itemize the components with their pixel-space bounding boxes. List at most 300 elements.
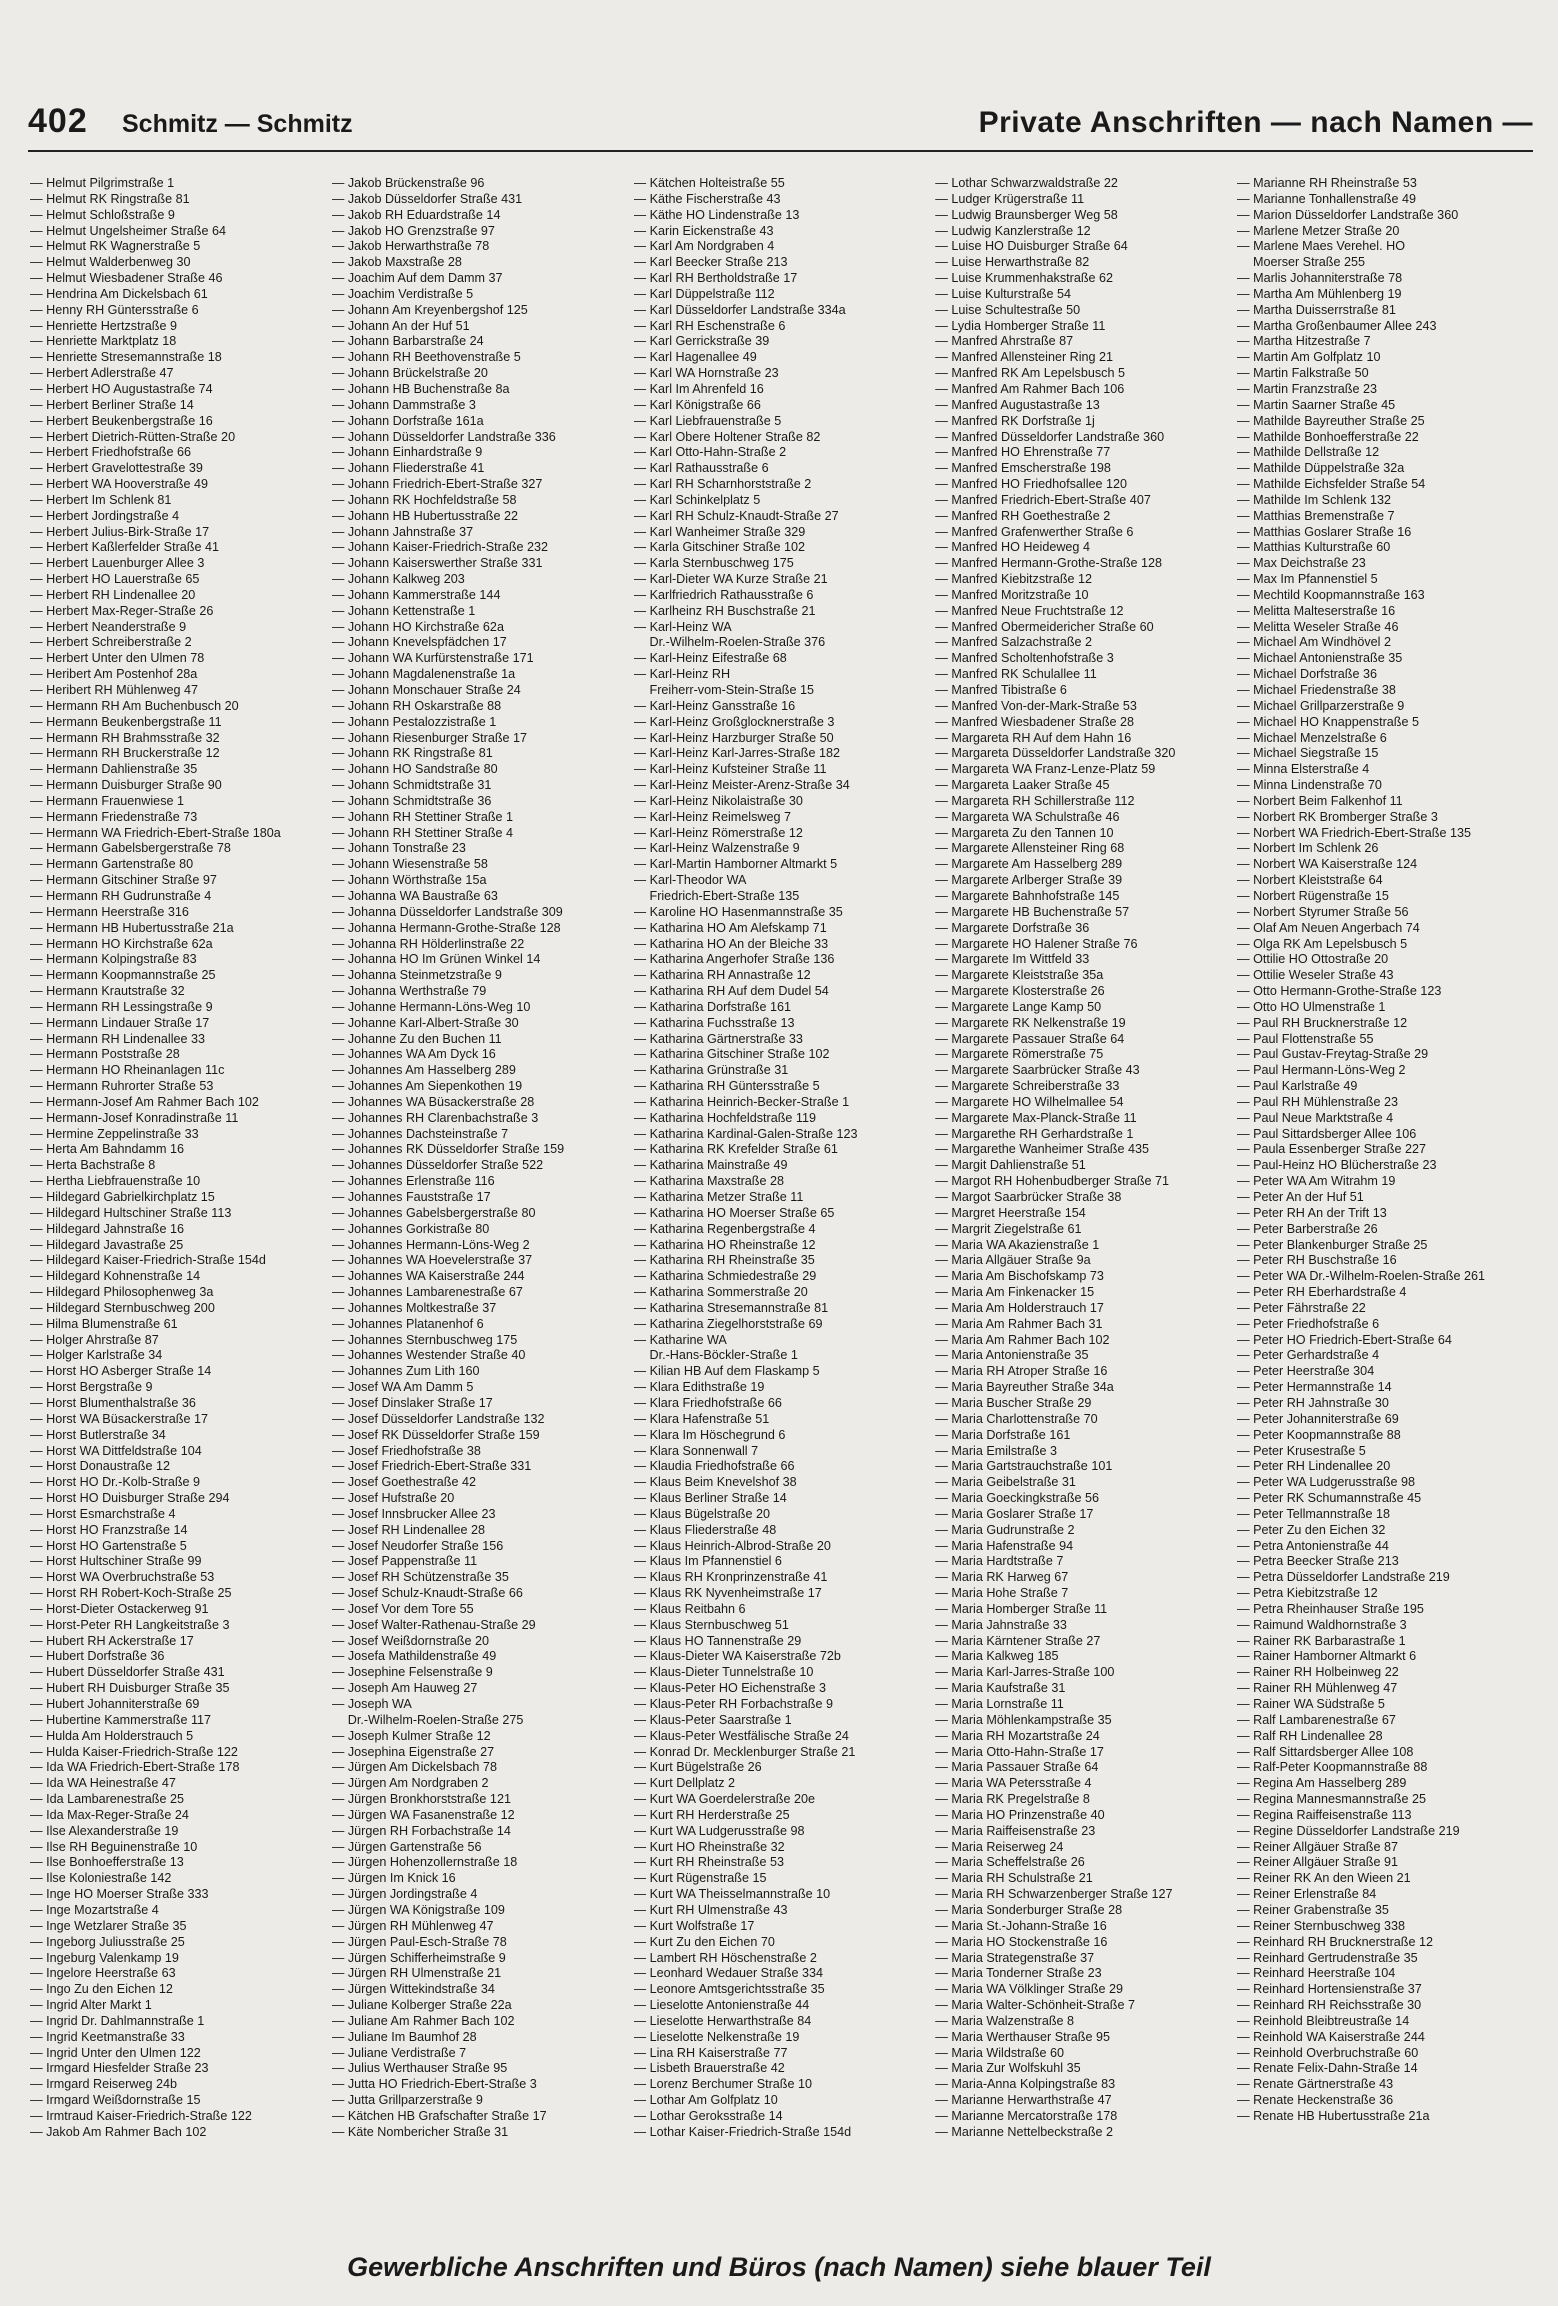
directory-entry: — Reiner Sternbuschweg 338 [1237,1919,1535,1935]
directory-entry: — Klara Edithstraße 19 [634,1380,932,1396]
directory-entry: — Margareta Laaker Straße 45 [935,778,1233,794]
directory-entry: — Jürgen Hohenzollernstraße 18 [332,1855,630,1871]
directory-entry: — Karl Am Nordgraben 4 [634,239,932,255]
directory-entry: — Manfred Allensteiner Ring 21 [935,350,1233,366]
directory-entry: — Minna Lindenstraße 70 [1237,778,1535,794]
directory-entry: — Manfred Emscherstraße 198 [935,461,1233,477]
directory-entry: — Josef RH Schützenstraße 35 [332,1570,630,1586]
directory-entry: — Maria Emilstraße 3 [935,1444,1233,1460]
directory-entry: — Johannes Gorkistraße 80 [332,1222,630,1238]
directory-entry: — Kurt RH Ulmenstraße 43 [634,1903,932,1919]
directory-entry: — Manfred RK Schulallee 11 [935,667,1233,683]
directory-entry: — Reinhard RH Reichsstraße 30 [1237,1998,1535,2014]
directory-entry: — Johanna Steinmetzstraße 9 [332,968,630,984]
directory-entry: — Johann An der Huf 51 [332,319,630,335]
directory-entry: — Ilse RH Beguinenstraße 10 [30,1840,328,1856]
directory-entry: Freiherr-vom-Stein-Straße 15 [649,683,814,697]
directory-entry: — Johannes Fauststraße 17 [332,1190,630,1206]
directory-entry: — Johannes Dachsteinstraße 7 [332,1127,630,1143]
directory-entry: — Herta Am Bahndamm 16 [30,1142,328,1158]
directory-entry: — Margarete Bahnhofstraße 145 [935,889,1233,905]
directory-entry: — Lambert RH Höschenstraße 2 [634,1951,932,1967]
directory-entry: — Johann Monschauer Straße 24 [332,683,630,699]
directory-entry: — Ida Lambarenestraße 25 [30,1792,328,1808]
directory-entry: — Kilian HB Auf dem Flaskamp 5 [634,1364,932,1380]
directory-entry: — Horst RH Robert-Koch-Straße 25 [30,1586,328,1602]
directory-entry: — Hildegard Philosophenweg 3a [30,1285,328,1301]
directory-entry: — Peter Barberstraße 26 [1237,1222,1535,1238]
directory-entry: — Margareta WA Franz-Lenze-Platz 59 [935,762,1233,778]
directory-entry: — Katharina Maxstraße 28 [634,1174,932,1190]
directory-entry: — Hermann Beukenbergstraße 11 [30,715,328,731]
directory-entry: — Johanna WA Baustraße 63 [332,889,630,905]
directory-entry: — Lieselotte Nelkenstraße 19 [634,2030,932,2046]
directory-entry: — Regine Düsseldorfer Landstraße 219 [1237,1824,1535,1840]
directory-entry: — Hermann HO Kirchstraße 62a [30,937,328,953]
directory-entry: — Margarethe Wanheimer Straße 435 [935,1142,1233,1158]
directory-entry: — Johann Kammerstraße 144 [332,588,630,604]
directory-entry: — Maria Antonienstraße 35 [935,1348,1233,1364]
directory-entry: — Karl Beecker Straße 213 [634,255,932,271]
directory-entry: — Klaus-Peter HO Eichenstraße 3 [634,1681,932,1697]
directory-entry: — Margarete Schreiberstraße 33 [935,1079,1233,1095]
directory-entry: — Josef Hufstraße 20 [332,1491,630,1507]
directory-entry: — Johannes Am Hasselberg 289 [332,1063,630,1079]
directory-column-4 [935,176,1233,2216]
directory-entry: — Maria Am Rahmer Bach 31 [935,1317,1233,1333]
directory-entry: — Katharina Kardinal-Galen-Straße 123 [634,1127,932,1143]
directory-entry: — Hubert RH Duisburger Straße 35 [30,1681,328,1697]
directory-entry: — Reinhard Heerstraße 104 [1237,1966,1535,1982]
page-number: 402 [28,102,88,140]
directory-entry: — Katharina Heinrich-Becker-Straße 1 [634,1095,932,1111]
directory-entry: — Maria Am Finkenacker 15 [935,1285,1233,1301]
directory-entry: — Maria WA Petersstraße 4 [935,1776,1233,1792]
directory-entry: — Katharina Metzer Straße 11 [634,1190,932,1206]
running-head: Schmitz — Schmitz [122,110,353,138]
directory-entry: — Josef Goethestraße 42 [332,1475,630,1491]
directory-entry: — Johann RH Stettiner Straße 1 [332,810,630,826]
directory-entry: — Jutta HO Friedrich-Ebert-Straße 3 [332,2077,630,2093]
directory-entry: — Jutta Grillparzerstraße 9 [332,2093,630,2109]
directory-entry: — Hubert RH Ackerstraße 17 [30,1634,328,1650]
directory-entry: — Ingrid Unter den Ulmen 122 [30,2046,328,2062]
directory-entry: — Manfred HO Friedhofsallee 120 [935,477,1233,493]
directory-entry: — Katharina Hochfeldstraße 119 [634,1111,932,1127]
directory-entry: — Klaus Bügelstraße 20 [634,1507,932,1523]
directory-entry: — Peter RH Jahnstraße 30 [1237,1396,1535,1412]
directory-entry: — Maria Am Holderstrauch 17 [935,1301,1233,1317]
directory-entry: — Herbert Adlerstraße 47 [30,366,328,382]
directory-entry: — Karl Düsseldorfer Landstraße 334a [634,303,932,319]
directory-entry: — Ingrid Dr. Dahlmannstraße 1 [30,2014,328,2030]
directory-entry: — Margarete HO Wilhelmallee 54 [935,1095,1233,1111]
directory-entry: — Martin Saarner Straße 45 [1237,398,1535,414]
directory-entry: — Paul Karlstraße 49 [1237,1079,1535,1095]
directory-entry: — Hildegard Gabrielkirchplatz 15 [30,1190,328,1206]
directory-entry: — Maria Homberger Straße 11 [935,1602,1233,1618]
directory-entry: — Michael Antonienstraße 35 [1237,651,1535,667]
directory-entry: — Juliane Im Baumhof 28 [332,2030,630,2046]
directory-entry: — Ilse Alexanderstraße 19 [30,1824,328,1840]
directory-entry: — Horst Butlerstraße 34 [30,1428,328,1444]
directory-entry: — Marianne Nettelbeckstraße 2 [935,2125,1233,2141]
directory-entry: — Petra Antonienstraße 44 [1237,1539,1535,1555]
directory-entry: — Katharine WA [634,1333,932,1349]
directory-entry: — Marianne Herwarthstraße 47 [935,2093,1233,2109]
directory-entry: — Horst WA Dittfeldstraße 104 [30,1444,328,1460]
directory-entry: — Katharina Fuchsstraße 13 [634,1016,932,1032]
directory-entry: — Melitta Weseler Straße 46 [1237,620,1535,636]
directory-entry: — Peter WA Am Witrahm 19 [1237,1174,1535,1190]
directory-entry: — Manfred Tibistraße 6 [935,683,1233,699]
directory-entry: — Hermann HB Hubertusstraße 21a [30,921,328,937]
directory-entry: — Ilse Bonhoefferstraße 13 [30,1855,328,1871]
directory-entry: — Horst-Dieter Ostackerweg 91 [30,1602,328,1618]
directory-entry: — Hulda Kaiser-Friedrich-Straße 122 [30,1745,328,1761]
directory-entry: — Karl-Heinz Römerstraße 12 [634,826,932,842]
directory-entry: — Maria RK Pregelstraße 8 [935,1792,1233,1808]
directory-entry: — Karl Hagenallee 49 [634,350,932,366]
directory-entry: — Johann Düsseldorfer Landstraße 336 [332,430,630,446]
directory-entry: — Horst WA Büsackerstraße 17 [30,1412,328,1428]
directory-entry: — Peter An der Huf 51 [1237,1190,1535,1206]
directory-entry: — Maria Walter-Schönheit-Straße 7 [935,1998,1233,2014]
directory-entry: — Johanne Zu den Buchen 11 [332,1032,630,1048]
directory-entry: — Hermann Ruhrorter Straße 53 [30,1079,328,1095]
directory-entry: — Jürgen Gartenstraße 56 [332,1840,630,1856]
directory-entry: — Jakob HO Grenzstraße 97 [332,224,630,240]
directory-entry: — Ralf-Peter Koopmannstraße 88 [1237,1760,1535,1776]
directory-entry: — Maria Am Bischofskamp 73 [935,1269,1233,1285]
directory-entry: — Marianne RH Rheinstraße 53 [1237,176,1535,192]
directory-entry: — Hildegard Hultschiner Straße 113 [30,1206,328,1222]
directory-entry: — Karl RH Scharnhorststraße 2 [634,477,932,493]
directory-entry: — Johanna RH Hölderlinstraße 22 [332,937,630,953]
directory-entry: — Melitta Malteserstraße 16 [1237,604,1535,620]
directory-entry: — Jürgen RH Forbachstraße 14 [332,1824,630,1840]
directory-entry: — Maria Lornstraße 11 [935,1697,1233,1713]
directory-entry: — Maria RH Mozartstraße 24 [935,1729,1233,1745]
directory-entry: — Max Im Pfannenstiel 5 [1237,572,1535,588]
directory-entry: — Käthe Fischerstraße 43 [634,192,932,208]
directory-entry: — Lothar Am Golfplatz 10 [634,2093,932,2109]
directory-entry: — Margarete Passauer Straße 64 [935,1032,1233,1048]
directory-entry: — Manfred HO Heideweg 4 [935,540,1233,556]
directory-entry: — Mathilde Dellstraße 12 [1237,445,1535,461]
directory-entry: — Reinhard RH Brucknerstraße 12 [1237,1935,1535,1951]
directory-entry: — Herbert Im Schlenk 81 [30,493,328,509]
directory-entry: — Jürgen WA Königstraße 109 [332,1903,630,1919]
directory-entry: — Hermann-Josef Konradinstraße 11 [30,1111,328,1127]
directory-entry: — Joachim Verdistraße 5 [332,287,630,303]
directory-entry: — Johann Fliederstraße 41 [332,461,630,477]
directory-entry: — Jakob RH Eduardstraße 14 [332,208,630,224]
directory-entry: — Ludger Krügerstraße 11 [935,192,1233,208]
directory-entry: — Josef RK Düsseldorfer Straße 159 [332,1428,630,1444]
directory-entry: — Manfred Salzachstraße 2 [935,635,1233,651]
directory-entry: — Margarete Römerstraße 75 [935,1047,1233,1063]
directory-entry: — Maria Zur Wolfskuhl 35 [935,2061,1233,2077]
directory-entry: — Maria RH Schwarzenberger Straße 127 [935,1887,1233,1903]
directory-entry: — Renate Felix-Dahn-Straße 14 [1237,2061,1535,2077]
directory-entry: — Norbert Styrumer Straße 56 [1237,905,1535,921]
directory-entry: — Johannes Düsseldorfer Straße 522 [332,1158,630,1174]
directory-entry: — Renate Gärtnerstraße 43 [1237,2077,1535,2093]
directory-entry: — Julius Werthauser Straße 95 [332,2061,630,2077]
directory-entry: — Peter Johanniterstraße 69 [1237,1412,1535,1428]
directory-entry: — Margarete Im Wittfeld 33 [935,952,1233,968]
directory-entry: — Heribert Am Postenhof 28a [30,667,328,683]
directory-entry: — Klaus Sternbuschweg 51 [634,1618,932,1634]
directory-entry: — Kurt HO Rheinstraße 32 [634,1840,932,1856]
directory-entry: — Katharina Angerhofer Straße 136 [634,952,932,968]
directory-entry: — Ingeborg Juliusstraße 25 [30,1935,328,1951]
directory-entry: — Marlene Maes Verehel. HO [1237,239,1535,255]
directory-entry: — Johann Tonstraße 23 [332,841,630,857]
directory-entry: — Maria Möhlenkampstraße 35 [935,1713,1233,1729]
directory-entry: — Reiner Erlenstraße 84 [1237,1887,1535,1903]
directory-entry: — Michael Am Windhövel 2 [1237,635,1535,651]
directory-entry: — Manfred RK Am Lepelsbusch 5 [935,366,1233,382]
directory-entry: — Johann Kaiserswerther Straße 331 [332,556,630,572]
directory-entry: — Jürgen Schifferheimstraße 9 [332,1951,630,1967]
directory-entry: — Maria Passauer Straße 64 [935,1760,1233,1776]
directory-entry: — Manfred Grafenwerther Straße 6 [935,525,1233,541]
directory-entry: — Reinhold WA Kaiserstraße 244 [1237,2030,1535,2046]
directory-entry: — Johann Dorfstraße 161a [332,414,630,430]
directory-entry: — Paul-Heinz HO Blücherstraße 23 [1237,1158,1535,1174]
directory-entry: — Maria Goslarer Straße 17 [935,1507,1233,1523]
directory-entry: — Katharina Gärtnerstraße 33 [634,1032,932,1048]
directory-entry: — Johann Friedrich-Ebert-Straße 327 [332,477,630,493]
directory-entry: — Horst HO Dr.-Kolb-Straße 9 [30,1475,328,1491]
directory-entry: — Jürgen Bronkhorststraße 121 [332,1792,630,1808]
directory-entry: — Luise HO Duisburger Straße 64 [935,239,1233,255]
directory-entry: — Johann Am Kreyenbergshof 125 [332,303,630,319]
directory-entry: — Peter WA Dr.-Wilhelm-Roelen-Straße 261 [1237,1269,1535,1285]
directory-entry: — Mathilde Bayreuther Straße 25 [1237,414,1535,430]
directory-entry: — Joseph Kulmer Straße 12 [332,1729,630,1745]
directory-entry: — Horst Esmarchstraße 4 [30,1507,328,1523]
directory-entry: — Mathilde Im Schlenk 132 [1237,493,1535,509]
directory-entry: — Juliane Am Rahmer Bach 102 [332,2014,630,2030]
directory-entry: — Margareta Düsseldorfer Landstraße 320 [935,746,1233,762]
directory-entry: — Maria Sonderburger Straße 28 [935,1903,1233,1919]
directory-entry: — Marlene Metzer Straße 20 [1237,224,1535,240]
directory-entry: — Jürgen Am Dickelsbach 78 [332,1760,630,1776]
directory-entry: — Ralf RH Lindenallee 28 [1237,1729,1535,1745]
directory-entry: — Karl-Heinz Meister-Arenz-Straße 34 [634,778,932,794]
directory-entry: — Johann Einhardstraße 9 [332,445,630,461]
directory-entry: — Maria Gartstrauchstraße 101 [935,1459,1233,1475]
directory-entry: — Kurt RH Herderstraße 25 [634,1808,932,1824]
directory-entry: — Inge HO Moerser Straße 333 [30,1887,328,1903]
directory-entry: — Kurt Zu den Eichen 70 [634,1935,932,1951]
directory-entry: — Karl Wanheimer Straße 329 [634,525,932,541]
directory-entry: — Maria Wildstraße 60 [935,2046,1233,2062]
directory-entry: — Josefa Mathildenstraße 49 [332,1649,630,1665]
directory-entry: — Maria St.-Johann-Straße 16 [935,1919,1233,1935]
directory-entry: — Michael HO Knappenstraße 5 [1237,715,1535,731]
directory-entry: — Peter Koopmannstraße 88 [1237,1428,1535,1444]
directory-entry: — Käte Nombericher Straße 31 [332,2125,630,2141]
directory-entry: — Kurt WA Goerdelerstraße 20e [634,1792,932,1808]
directory-entry: — Maria Allgäuer Straße 9a [935,1253,1233,1269]
directory-entry: — Karl RH Bertholdstraße 17 [634,271,932,287]
directory-entry: — Lothar Kaiser-Friedrich-Straße 154d [634,2125,932,2141]
directory-entry: — Maria Kalkweg 185 [935,1649,1233,1665]
directory-entry: — Juliane Kolberger Straße 22a [332,1998,630,2014]
directory-entry: — Maria-Anna Kolpingstraße 83 [935,2077,1233,2093]
directory-entry: — Katharina Regenbergstraße 4 [634,1222,932,1238]
directory-entry: — Konrad Dr. Mecklenburger Straße 21 [634,1745,932,1761]
directory-entry: — Karl RH Schulz-Knaudt-Straße 27 [634,509,932,525]
directory-entry: — Karl-Heinz RH [634,667,932,683]
directory-entry: — Ida WA Friedrich-Ebert-Straße 178 [30,1760,328,1776]
directory-entry: — Lothar Geroksstraße 14 [634,2109,932,2125]
directory-entry: — Kurt Dellplatz 2 [634,1776,932,1792]
directory-entry: — Maria Karl-Jarres-Straße 100 [935,1665,1233,1681]
directory-entry: — Jakob Maxstraße 28 [332,255,630,271]
directory-entry: — Johann Schmidtstraße 31 [332,778,630,794]
directory-entry: — Johann Jahnstraße 37 [332,525,630,541]
directory-entry: — Katharina Grünstraße 31 [634,1063,932,1079]
directory-entry: — Herbert HO Augustastraße 74 [30,382,328,398]
directory-entry: — Paul RH Brucknerstraße 12 [1237,1016,1535,1032]
directory-entry: — Josef Walter-Rathenau-Straße 29 [332,1618,630,1634]
directory-entry: — Klaus Im Pfannenstiel 6 [634,1554,932,1570]
directory-entry: — Minna Elsterstraße 4 [1237,762,1535,778]
directory-entry: — Hermann RH Gudrunstraße 4 [30,889,328,905]
directory-entry: — Katharina Dorfstraße 161 [634,1000,932,1016]
directory-entry: — Martha Großenbaumer Allee 243 [1237,319,1535,335]
directory-entry: — Reiner Allgäuer Straße 91 [1237,1855,1535,1871]
directory-entry: — Horst HO Gartenstraße 5 [30,1539,328,1555]
directory-entry: — Klaus RK Nyvenheimstraße 17 [634,1586,932,1602]
directory-entry: — Johannes Westender Straße 40 [332,1348,630,1364]
directory-entry: — Leonore Amtsgerichtsstraße 35 [634,1982,932,1998]
directory-entry: — Herbert HO Lauerstraße 65 [30,572,328,588]
directory-entry: — Katharina RH Güntersstraße 5 [634,1079,932,1095]
directory-entry: — Johann HO Kirchstraße 62a [332,620,630,636]
directory-entry: — Henny RH Güntersstraße 6 [30,303,328,319]
directory-entry: — Ludwig Kanzlerstraße 12 [935,224,1233,240]
directory-entry: — Margarete RK Nelkenstraße 19 [935,1016,1233,1032]
directory-entry: — Michael Dorfstraße 36 [1237,667,1535,683]
directory-entry: — Maria Hohe Straße 7 [935,1586,1233,1602]
directory-entry: — Reiner RK An den Wieen 21 [1237,1871,1535,1887]
directory-entry: — Katharina Stresemannstraße 81 [634,1301,932,1317]
directory-entry: — Herbert Jordingstraße 4 [30,509,328,525]
directory-entry: — Hildegard Sternbuschweg 200 [30,1301,328,1317]
directory-entry: — Hermann RH Lindenallee 33 [30,1032,328,1048]
directory-entry: — Maria Kärntener Straße 27 [935,1634,1233,1650]
directory-entry: — Reinhold Overbruchstraße 60 [1237,2046,1535,2062]
directory-entry: — Josef Innsbrucker Allee 23 [332,1507,630,1523]
directory-entry: — Katharina RH Annastraße 12 [634,968,932,984]
directory-entry: — Marlis Johanniterstraße 78 [1237,271,1535,287]
directory-entry: — Johannes WA Kaiserstraße 244 [332,1269,630,1285]
directory-entry: — Norbert Im Schlenk 26 [1237,841,1535,857]
directory-entry: — Hermann RH Brahmsstraße 32 [30,731,328,747]
directory-entry: — Henriette Marktplatz 18 [30,334,328,350]
directory-entry: — Johann HB Buchenstraße 8a [332,382,630,398]
directory-entry: — Irmgard Reiserweg 24b [30,2077,328,2093]
directory-entry: — Martha Am Mühlenberg 19 [1237,287,1535,303]
directory-entry: — Johann Magdalenenstraße 1a [332,667,630,683]
directory-entry: — Peter RH Lindenallee 20 [1237,1459,1535,1475]
directory-entry: — Hulda Am Holderstrauch 5 [30,1729,328,1745]
directory-entry: — Regina Am Hasselberg 289 [1237,1776,1535,1792]
footer-note: Gewerbliche Anschriften und Büros (nach Namen) siehe blauer Teil [347,2252,1211,2282]
directory-entry: — Johann RK Hochfeldstraße 58 [332,493,630,509]
directory-entry: — Herbert Beukenbergstraße 16 [30,414,328,430]
directory-entry: — Klaus-Peter Westfälische Straße 24 [634,1729,932,1745]
directory-entry: — Holger Karlstraße 34 [30,1348,328,1364]
directory-entry: — Hermann Dahlienstraße 35 [30,762,328,778]
directory-entry: — Karl-Heinz Walzenstraße 9 [634,841,932,857]
directory-entry: — Manfred Am Rahmer Bach 106 [935,382,1233,398]
directory-entry: — Hermann Gartenstraße 80 [30,857,328,873]
directory-entry: — Martin Falkstraße 50 [1237,366,1535,382]
directory-entry: — Hermann RH Am Buchenbusch 20 [30,699,328,715]
directory-entry: — Rainer RH Mühlenweg 47 [1237,1681,1535,1697]
directory-entry: — Martin Franzstraße 23 [1237,382,1535,398]
directory-entry: — Luise Kulturstraße 54 [935,287,1233,303]
directory-entry: — Norbert RK Bromberger Straße 3 [1237,810,1535,826]
directory-entry: — Hermann Heerstraße 316 [30,905,328,921]
directory-entry: — Katharina Sommerstraße 20 [634,1285,932,1301]
directory-entry: — Peter RH Buschstraße 16 [1237,1253,1535,1269]
directory-entry: — Herbert Lauenburger Allee 3 [30,556,328,572]
directory-entry: — Maria Goeckingkstraße 56 [935,1491,1233,1507]
directory-entry: — Klaus HO Tannenstraße 29 [634,1634,932,1650]
directory-entry: — Michael Siegstraße 15 [1237,746,1535,762]
directory-entry: — Hermann Lindauer Straße 17 [30,1016,328,1032]
directory-column-2 [332,176,630,2216]
directory-entry: — Johannes RK Düsseldorfer Straße 159 [332,1142,630,1158]
directory-entry: — Heribert RH Mühlenweg 47 [30,683,328,699]
directory-entry: — Matthias Bremenstraße 7 [1237,509,1535,525]
directory-entry: — Ludwig Braunsberger Weg 58 [935,208,1233,224]
directory-entry: — Michael Menzelstraße 6 [1237,731,1535,747]
directory-entry: — Johannes Hermann-Löns-Weg 2 [332,1238,630,1254]
directory-entry: — Johannes Lambarenestraße 67 [332,1285,630,1301]
directory-entry: — Josef Weißdornstraße 20 [332,1634,630,1650]
directory-entry: — Klaudia Friedhofstraße 66 [634,1459,932,1475]
directory-entry: — Horst HO Franzstraße 14 [30,1523,328,1539]
directory-entry: — Lisbeth Brauerstraße 42 [634,2061,932,2077]
directory-entry: — Herbert Dietrich-Rütten-Straße 20 [30,430,328,446]
directory-entry: — Hermann Kolpingstraße 83 [30,952,328,968]
directory-entry: — Paul Gustav-Freytag-Straße 29 [1237,1047,1535,1063]
directory-entry: — Maria Charlottenstraße 70 [935,1412,1233,1428]
directory-entry: — Mathilde Bonhoefferstraße 22 [1237,430,1535,446]
directory-entry: — Lothar Schwarzwaldstraße 22 [935,176,1233,192]
directory-entry: — Manfred Ahrstraße 87 [935,334,1233,350]
directory-entry: — Martha Hitzestraße 7 [1237,334,1535,350]
directory-entry: — Herbert Max-Reger-Straße 26 [30,604,328,620]
directory-entry: — Josef Vor dem Tore 55 [332,1602,630,1618]
directory-entry: — Maria Am Rahmer Bach 102 [935,1333,1233,1349]
directory-entry: — Maria RH Atroper Straße 16 [935,1364,1233,1380]
directory-entry: — Johann Kaiser-Friedrich-Straße 232 [332,540,630,556]
directory-entry: — Josef Schulz-Knaudt-Straße 66 [332,1586,630,1602]
directory-entry: — Marianne Mercatorstraße 178 [935,2109,1233,2125]
directory-entry: — Herbert Friedhofstraße 66 [30,445,328,461]
directory-entry: — Lieselotte Herwarthstraße 84 [634,2014,932,2030]
